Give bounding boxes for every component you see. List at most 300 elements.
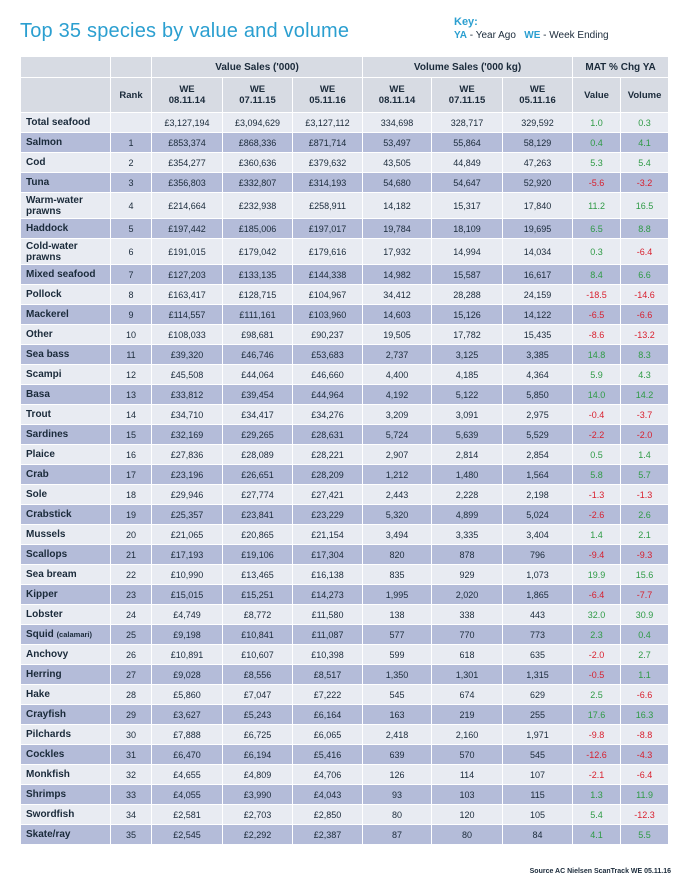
species-cell [21,665,111,685]
volume-we2-cell: 338 [432,605,503,625]
volume-we1-cell: 43,505 [363,153,432,173]
volume-we3-cell: 1,073 [503,565,573,585]
value-we2-cell: £20,865 [223,525,293,545]
volume-we3-cell: 14,034 [503,239,573,265]
table-row [21,605,669,625]
volume-we1-cell: 545 [363,685,432,705]
value-we2-cell: £26,651 [223,465,293,485]
volume-we3-cell: 1,315 [503,665,573,685]
species-name: Cod [26,157,46,168]
rank-cell: 28 [111,685,152,705]
value-we1-cell: £356,803 [152,173,223,193]
species-cell [21,325,111,345]
header-mat-volume: Volume [621,78,669,113]
mat-volume-cell: -14.6 [621,285,669,305]
volume-we2-cell: 103 [432,785,503,805]
header-value-we2: WE 07.11.15 [223,78,293,113]
value-we1-cell: £191,015 [152,239,223,265]
volume-we2-cell: 4,899 [432,505,503,525]
mat-volume-cell: 4.3 [621,365,669,385]
mat-value-cell: -2.6 [573,505,621,525]
mat-volume-cell: 5.4 [621,153,669,173]
volume-we2-cell: 3,125 [432,345,503,365]
table-row [21,365,669,385]
species-name: Scampi [26,369,62,380]
volume-we3-cell: 545 [503,745,573,765]
species-cell [21,465,111,485]
value-we2-cell: £3,094,629 [223,113,293,133]
value-we1-cell: £197,442 [152,219,223,239]
value-we3-cell: £314,193 [293,173,363,193]
value-we1-cell: £2,545 [152,825,223,845]
volume-we1-cell: 2,907 [363,445,432,465]
rank-cell: 3 [111,173,152,193]
volume-we3-cell: 796 [503,545,573,565]
mat-volume-cell: 0.4 [621,625,669,645]
mat-volume-cell: 1.4 [621,445,669,465]
species-cell [21,685,111,705]
mat-volume-cell: -6.4 [621,239,669,265]
volume-we3-cell: 773 [503,625,573,645]
value-we1-cell: £27,836 [152,445,223,465]
value-we1-cell: £214,664 [152,193,223,219]
volume-we2-cell: 929 [432,565,503,585]
species-cell [21,385,111,405]
value-we1-cell: £5,860 [152,685,223,705]
mat-value-cell: 2.3 [573,625,621,645]
value-we1-cell: £29,946 [152,485,223,505]
value-we3-cell: £10,398 [293,645,363,665]
mat-volume-cell: -1.3 [621,485,669,505]
table-row [21,305,669,325]
species-name: Scallops [26,549,68,560]
value-we1-cell: £34,710 [152,405,223,425]
value-we1-cell: £3,127,194 [152,113,223,133]
species-name: Warm-water prawns [26,194,83,217]
volume-we3-cell: 2,854 [503,445,573,465]
species-cell [21,545,111,565]
mat-volume-cell: -4.3 [621,745,669,765]
volume-we1-cell: 577 [363,625,432,645]
mat-volume-cell: 1.1 [621,665,669,685]
volume-we1-cell: 19,505 [363,325,432,345]
volume-we1-cell: 1,212 [363,465,432,485]
value-we1-cell: £127,203 [152,265,223,285]
mat-volume-cell: 16.5 [621,193,669,219]
volume-we1-cell: 138 [363,605,432,625]
rank-cell: 27 [111,665,152,685]
table-row [21,405,669,425]
value-we1-cell: £4,749 [152,605,223,625]
volume-we2-cell: 80 [432,825,503,845]
value-we3-cell: £11,580 [293,605,363,625]
species-name: Pilchards [26,729,72,740]
species-cell [21,725,111,745]
mat-volume-cell: -6.6 [621,305,669,325]
mat-volume-cell: 5.7 [621,465,669,485]
rank-cell: 21 [111,545,152,565]
species-name: Sole [26,489,48,500]
volume-we3-cell: 2,198 [503,485,573,505]
value-we2-cell: £868,336 [223,133,293,153]
species-cell [21,153,111,173]
volume-we1-cell: 3,209 [363,405,432,425]
species-cell [21,625,111,645]
volume-we2-cell: 219 [432,705,503,725]
species-name: Swordfish [26,809,75,820]
mat-volume-cell: -7.7 [621,585,669,605]
value-we2-cell: £13,465 [223,565,293,585]
mat-volume-cell: 2.1 [621,525,669,545]
header-value-sales: Value Sales ('000) [152,57,363,78]
header-blank [21,57,111,78]
value-we2-cell: £10,841 [223,625,293,645]
table-row [21,585,669,605]
rank-cell: 13 [111,385,152,405]
value-we1-cell: £7,888 [152,725,223,745]
species-cell [21,825,111,845]
value-we1-cell: £2,581 [152,805,223,825]
value-we2-cell: £27,774 [223,485,293,505]
rank-cell: 5 [111,219,152,239]
mat-value-cell: 19.9 [573,565,621,585]
table-row [21,625,669,645]
species-name: Sardines [26,429,69,440]
species-cell [21,285,111,305]
value-we3-cell: £379,632 [293,153,363,173]
volume-we3-cell: 1,564 [503,465,573,485]
volume-we3-cell: 1,865 [503,585,573,605]
volume-we1-cell: 4,192 [363,385,432,405]
volume-we3-cell: 107 [503,765,573,785]
species-cell [21,113,111,133]
volume-we1-cell: 5,724 [363,425,432,445]
mat-volume-cell: 5.5 [621,825,669,845]
volume-we2-cell: 570 [432,745,503,765]
table-row [21,345,669,365]
value-we1-cell: £15,015 [152,585,223,605]
mat-value-cell: -2.2 [573,425,621,445]
volume-we1-cell: 3,494 [363,525,432,545]
key-we-abbr: WE [524,30,541,41]
mat-value-cell: 4.1 [573,825,621,845]
species-name: Crab [26,469,49,480]
mat-value-cell: 14.0 [573,385,621,405]
species-name: Crayfish [26,709,67,720]
value-we2-cell: £8,772 [223,605,293,625]
header-blank [111,57,152,78]
volume-we1-cell: 1,995 [363,585,432,605]
value-we1-cell: £6,470 [152,745,223,765]
rank-cell: 35 [111,825,152,845]
species-name: Squid [26,629,54,640]
value-we2-cell: £8,556 [223,665,293,685]
rank-cell: 2 [111,153,152,173]
species-name: Cockles [26,749,65,760]
value-we3-cell: £28,221 [293,445,363,465]
volume-we3-cell: 3,404 [503,525,573,545]
value-we3-cell: £2,387 [293,825,363,845]
value-we3-cell: £197,017 [293,219,363,239]
header-value-we1: WE 08.11.14 [152,78,223,113]
mat-volume-cell: 6.6 [621,265,669,285]
volume-we2-cell: 328,717 [432,113,503,133]
mat-volume-cell: -12.3 [621,805,669,825]
value-we2-cell: £23,841 [223,505,293,525]
volume-we3-cell: 84 [503,825,573,845]
rank-cell: 30 [111,725,152,745]
table-body [21,113,669,845]
volume-we2-cell: 114 [432,765,503,785]
mat-value-cell: 32.0 [573,605,621,625]
rank-cell: 9 [111,305,152,325]
volume-we3-cell: 47,263 [503,153,573,173]
species-cell [21,505,111,525]
table-row [21,465,669,485]
mat-value-cell: 0.3 [573,239,621,265]
page-title: Top 35 species by value and volume [20,20,350,42]
volume-we3-cell: 24,159 [503,285,573,305]
volume-we3-cell: 52,920 [503,173,573,193]
value-we2-cell: £6,725 [223,725,293,745]
species-cell [21,585,111,605]
table-row [21,745,669,765]
value-we1-cell: £853,374 [152,133,223,153]
volume-we1-cell: 80 [363,805,432,825]
source-note: Source AC Nielsen ScanTrack WE 05.11.16 [529,868,671,875]
value-we3-cell: £6,164 [293,705,363,725]
header-mat-change: MAT % Chg YA [573,57,669,78]
species-name: Tuna [26,177,50,188]
volume-we2-cell: 15,126 [432,305,503,325]
table-row [21,825,669,845]
volume-we3-cell: 2,975 [503,405,573,425]
value-we3-cell: £27,421 [293,485,363,505]
mat-volume-cell: -8.8 [621,725,669,745]
value-we3-cell: £17,304 [293,545,363,565]
value-we1-cell: £25,357 [152,505,223,525]
table-row [21,565,669,585]
table-row [21,239,669,265]
volume-we1-cell: 334,698 [363,113,432,133]
value-we2-cell: £2,292 [223,825,293,845]
table-row [21,153,669,173]
volume-we3-cell: 5,529 [503,425,573,445]
value-we3-cell: £4,706 [293,765,363,785]
species-cell [21,265,111,285]
species-note: (calamari) [56,630,92,639]
value-we3-cell: £53,683 [293,345,363,365]
species-name: Pollock [26,289,62,300]
species-name: Cold-water prawns [26,240,78,263]
rank-cell: 33 [111,785,152,805]
volume-we2-cell: 2,228 [432,485,503,505]
table-row [21,485,669,505]
table-header [21,57,669,113]
mat-volume-cell: -6.6 [621,685,669,705]
volume-we3-cell: 14,122 [503,305,573,325]
mat-value-cell: 8.4 [573,265,621,285]
species-name: Mixed seafood [26,269,96,280]
value-we1-cell: £10,891 [152,645,223,665]
volume-we1-cell: 17,932 [363,239,432,265]
volume-we2-cell: 3,335 [432,525,503,545]
value-we1-cell: £354,277 [152,153,223,173]
rank-cell: 25 [111,625,152,645]
mat-volume-cell: 2.7 [621,645,669,665]
volume-we3-cell: 5,850 [503,385,573,405]
rank-cell: 22 [111,565,152,585]
volume-we1-cell: 14,982 [363,265,432,285]
value-we3-cell: £3,127,112 [293,113,363,133]
value-we1-cell: £32,169 [152,425,223,445]
volume-we2-cell: 3,091 [432,405,503,425]
mat-volume-cell: -3.2 [621,173,669,193]
mat-volume-cell: 15.6 [621,565,669,585]
value-we2-cell: £111,161 [223,305,293,325]
volume-we2-cell: 14,994 [432,239,503,265]
mat-value-cell: -1.3 [573,485,621,505]
volume-we1-cell: 820 [363,545,432,565]
mat-value-cell: 11.2 [573,193,621,219]
species-cell [21,785,111,805]
mat-value-cell: 5.9 [573,365,621,385]
species-name: Anchovy [26,649,69,660]
mat-value-cell: -2.0 [573,645,621,665]
table-row [21,525,669,545]
volume-we1-cell: 2,737 [363,345,432,365]
volume-we3-cell: 5,024 [503,505,573,525]
mat-volume-cell: -9.3 [621,545,669,565]
mat-value-cell: -12.6 [573,745,621,765]
rank-cell: 29 [111,705,152,725]
volume-we2-cell: 5,122 [432,385,503,405]
value-we3-cell: £7,222 [293,685,363,705]
value-we2-cell: £44,064 [223,365,293,385]
value-we1-cell: £39,320 [152,345,223,365]
species-cell [21,173,111,193]
rank-cell: 4 [111,193,152,219]
volume-we3-cell: 115 [503,785,573,805]
value-we1-cell: £4,655 [152,765,223,785]
volume-we1-cell: 87 [363,825,432,845]
table-row [21,285,669,305]
rank-cell: 19 [111,505,152,525]
value-we3-cell: £258,911 [293,193,363,219]
value-we1-cell: £45,508 [152,365,223,385]
rank-cell: 1 [111,133,152,153]
species-name: Crabstick [26,509,72,520]
value-we1-cell: £9,028 [152,665,223,685]
species-name: Total seafood [26,117,91,128]
table-row [21,133,669,153]
species-cell [21,405,111,425]
value-we2-cell: £4,809 [223,765,293,785]
rank-cell: 32 [111,765,152,785]
mat-volume-cell: 4.1 [621,133,669,153]
volume-we1-cell: 639 [363,745,432,765]
volume-we1-cell: 835 [363,565,432,585]
mat-value-cell: -6.5 [573,305,621,325]
mat-value-cell: 14.8 [573,345,621,365]
volume-we1-cell: 599 [363,645,432,665]
value-we1-cell: £4,055 [152,785,223,805]
table-row [21,325,669,345]
volume-we3-cell: 16,617 [503,265,573,285]
value-we3-cell: £44,964 [293,385,363,405]
table-row [21,545,669,565]
value-we3-cell: £103,960 [293,305,363,325]
species-name: Lobster [26,609,63,620]
value-we2-cell: £2,703 [223,805,293,825]
volume-we3-cell: 255 [503,705,573,725]
species-name: Herring [26,669,62,680]
volume-we1-cell: 34,412 [363,285,432,305]
mat-value-cell: 17.6 [573,705,621,725]
value-we2-cell: £28,089 [223,445,293,465]
mat-value-cell: -9.4 [573,545,621,565]
rank-cell: 15 [111,425,152,445]
mat-volume-cell: 0.3 [621,113,669,133]
species-name: Salmon [26,137,63,148]
value-we3-cell: £11,087 [293,625,363,645]
volume-we3-cell: 635 [503,645,573,665]
value-we3-cell: £104,967 [293,285,363,305]
mat-volume-cell: 8.8 [621,219,669,239]
rank-cell: 10 [111,325,152,345]
volume-we2-cell: 18,109 [432,219,503,239]
species-cell [21,705,111,725]
value-we2-cell: £185,006 [223,219,293,239]
value-we1-cell: £21,065 [152,525,223,545]
species-name: Kipper [26,589,58,600]
mat-volume-cell: 16.3 [621,705,669,725]
mat-value-cell: 5.4 [573,805,621,825]
table-row [21,425,669,445]
table-row [21,685,669,705]
species-cell [21,525,111,545]
species-name: Sea bream [26,569,77,580]
species-cell [21,445,111,465]
table-row [21,805,669,825]
species-name: Trout [26,409,51,420]
species-cell [21,365,111,385]
volume-we1-cell: 2,418 [363,725,432,745]
value-we2-cell: £39,454 [223,385,293,405]
volume-we2-cell: 120 [432,805,503,825]
volume-we2-cell: 674 [432,685,503,705]
value-we3-cell: £8,517 [293,665,363,685]
value-we2-cell: £19,106 [223,545,293,565]
value-we2-cell: £98,681 [223,325,293,345]
volume-we3-cell: 443 [503,605,573,625]
value-we2-cell: £360,636 [223,153,293,173]
value-we2-cell: £29,265 [223,425,293,445]
species-cell [21,645,111,665]
header-value-we3: WE 05.11.16 [293,78,363,113]
value-we3-cell: £6,065 [293,725,363,745]
value-we3-cell: £144,338 [293,265,363,285]
value-we3-cell: £179,616 [293,239,363,265]
value-we1-cell: £108,033 [152,325,223,345]
header-mat-value: Value [573,78,621,113]
volume-we3-cell: 1,971 [503,725,573,745]
header-blank [21,78,111,113]
key-we-desc: - Week Ending [543,30,609,41]
mat-value-cell: -2.1 [573,765,621,785]
species-table [20,56,669,845]
value-we3-cell: £4,043 [293,785,363,805]
